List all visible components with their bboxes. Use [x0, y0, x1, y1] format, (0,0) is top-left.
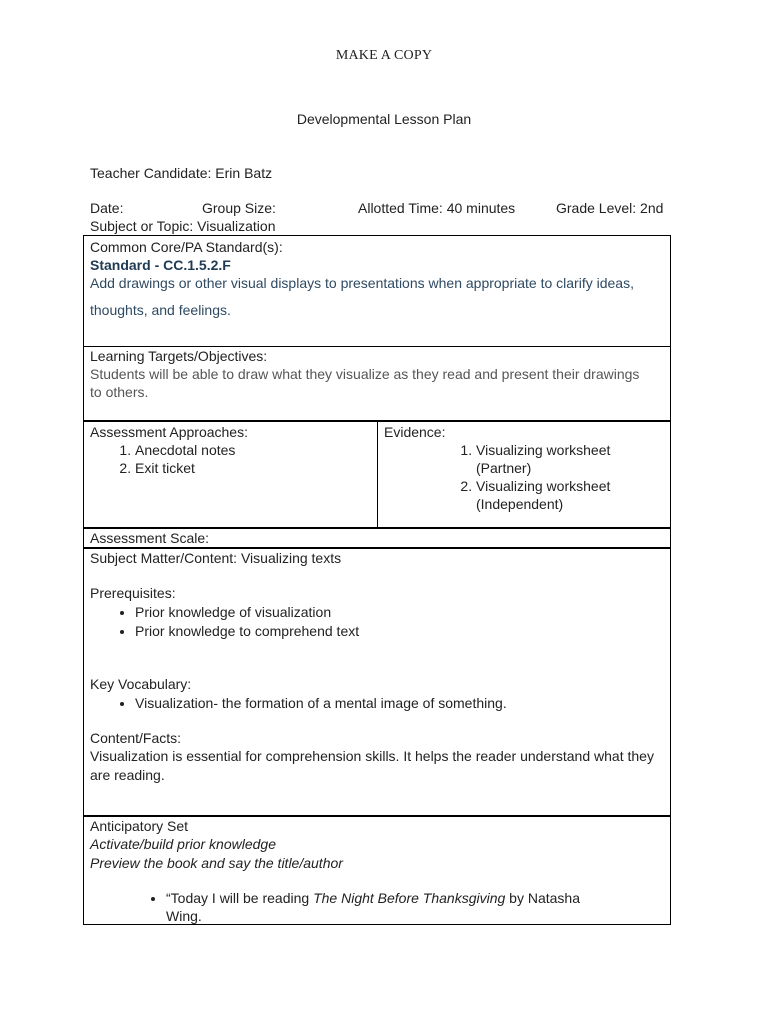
standards-label: Common Core/PA Standard(s):	[90, 239, 283, 255]
document-title: Developmental Lesson Plan	[296, 111, 472, 127]
objectives-text: Students will be able to draw what they visualize as they read and present their drawings to others.	[90, 366, 640, 400]
assessment-approaches-list	[90, 441, 370, 477]
grade-level-label: Grade Level: 2nd	[556, 200, 664, 216]
preview-book: Preview the book and say the title/author	[90, 855, 343, 871]
assessment-section	[83, 420, 671, 529]
quote-author: by Natasha Wing.	[166, 890, 581, 924]
list-item: 2. Exit ticket	[135, 459, 370, 477]
lesson-meta-row	[90, 200, 680, 218]
content-facts-text: Visualization is essential for comprehension skills. It helps the reader understand what they are reading.	[90, 748, 654, 783]
prerequisites-list	[90, 603, 664, 641]
list-item: • Prior knowledge of visualization	[135, 603, 664, 622]
list-item: • Visualization- the formation of a mental image of something.	[135, 694, 664, 713]
vocabulary-list	[90, 694, 664, 713]
assessment-approaches-label: Assessment Approaches:	[90, 424, 248, 440]
list-item	[166, 889, 586, 925]
standard-code: Standard - CC.1.5.2.F	[90, 257, 231, 273]
anticipatory-set-label: Anticipatory Set	[90, 818, 189, 834]
standard-text: Add drawings or other visual displays to presentations when appropriate to clarify ideas, thoughts, and feelings.	[90, 275, 634, 318]
subject-topic: Subject or Topic: Visualization	[90, 218, 276, 234]
list-item: 1. Visualizing worksheet (Partner)	[476, 441, 646, 477]
evidence-list	[384, 441, 646, 513]
allotted-time-label: Allotted Time: 40 minutes	[358, 200, 516, 216]
assessment-scale-label: Assessment Scale:	[90, 530, 210, 546]
standards-section	[83, 235, 671, 347]
activate-prior-knowledge: Activate/build prior knowledge	[90, 836, 276, 852]
content-facts-label: Content/Facts:	[90, 730, 182, 746]
list-item: 1. Anecdotal notes	[135, 441, 370, 459]
date-label: Date:	[90, 200, 124, 216]
anticipatory-set-section	[83, 815, 671, 925]
subject-matter-label: Subject Matter/Content: Visualizing texts	[90, 550, 342, 566]
make-a-copy-heading: MAKE A COPY	[335, 48, 433, 63]
evidence-label: Evidence:	[384, 424, 446, 440]
quote-intro: “Today I will be reading	[166, 890, 314, 906]
group-size-label: Group Size:	[202, 200, 276, 216]
book-title: The Night Before Thanksgiving	[313, 890, 506, 906]
anticipatory-list	[90, 889, 586, 925]
prerequisites-label: Prerequisites:	[90, 585, 176, 601]
list-item: • Prior knowledge to comprehend text	[135, 622, 664, 641]
objectives-section	[83, 346, 671, 422]
list-item: 2. Visualizing worksheet (Independent)	[476, 477, 646, 513]
teacher-candidate: Teacher Candidate: Erin Batz	[90, 165, 273, 181]
subject-matter-section	[83, 547, 671, 817]
objectives-label: Learning Targets/Objectives:	[90, 348, 268, 364]
assessment-scale-section	[83, 527, 671, 549]
key-vocabulary-label: Key Vocabulary:	[90, 676, 192, 692]
